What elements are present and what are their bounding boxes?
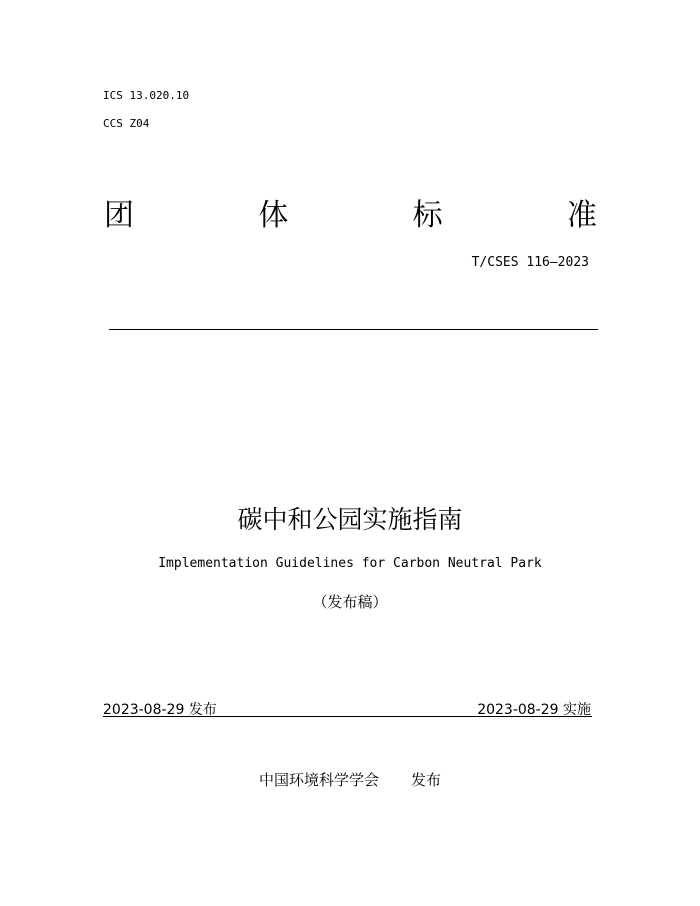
publisher-action: 发布 (411, 771, 442, 789)
standard-type-char: 体 (258, 198, 289, 233)
divider-top (109, 329, 598, 330)
publish-date: 2023-08-29 发布 (103, 702, 217, 718)
document-subtitle-en: Implementation Guidelines for Carbon Neutral Park (158, 556, 542, 571)
standard-type-heading (104, 196, 597, 236)
divider-bottom (103, 716, 592, 717)
ccs-code: CCS Z04 (103, 117, 150, 130)
standard-code: T/CSES 116—2023 (471, 255, 589, 270)
document-status: （发布稿） (312, 593, 388, 611)
document-title: 碳中和公园实施指南 (237, 505, 463, 534)
standard-type-char: 准 (566, 198, 597, 233)
standard-type-char: 标 (412, 198, 443, 233)
standard-type-char: 团 (104, 198, 134, 233)
publisher-line (0, 769, 700, 790)
implement-date: 2023-08-29 实施 (477, 702, 591, 718)
ics-code: ICS 13.020.10 (103, 89, 190, 102)
publisher-name: 中国环境科学学会 (258, 771, 379, 789)
